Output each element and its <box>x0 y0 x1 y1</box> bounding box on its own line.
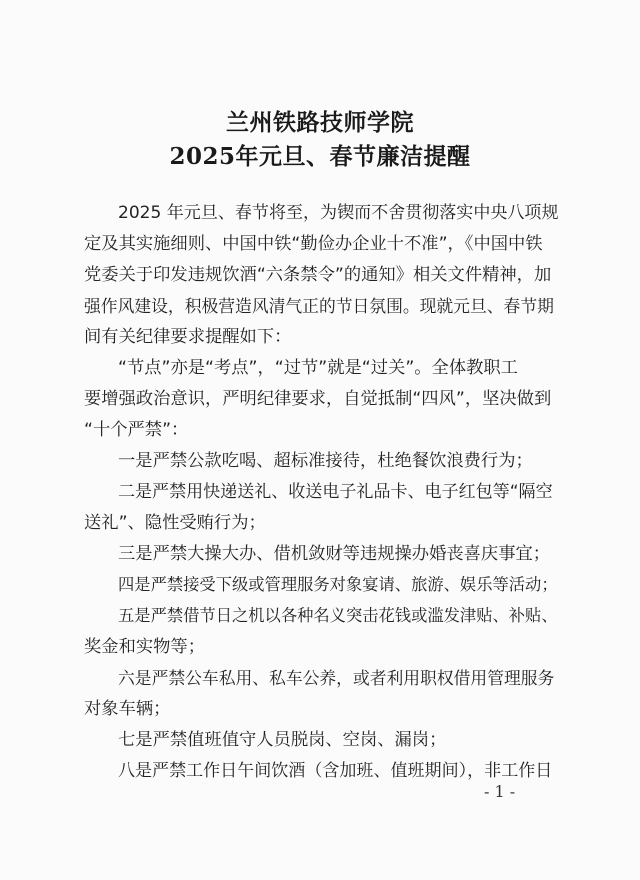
body-line: 送礼”、隐性受贿行为； <box>84 513 266 533</box>
body-line: 要增强政治意识，严明纪律要求，自觉抵制“四风”，坚决做到 <box>84 389 552 409</box>
document-title-line-2: 2025年元旦、春节廉洁提醒 <box>169 143 471 170</box>
body-line: 三是严禁大操大办、借机敛财等违规操办婚丧喜庆事宜； <box>118 544 551 564</box>
body-line: 党委关于印发违规饮酒“六条禁令”的通知》相关文件精神，加 <box>84 265 552 285</box>
body-line: 七是严禁值班值守人员脱岗、空岗、漏岗； <box>118 730 447 750</box>
body-line: 对象车辆； <box>84 699 171 719</box>
body-line: “节点”亦是“考点”，“过节”就是“过关”。全体教职工 <box>118 358 518 378</box>
body-line: 四是严禁接受下级或管理服务对象宴请、旅游、娱乐等活动； <box>118 575 558 594</box>
body-line: 二是严禁用快递送礼、收送电子礼品卡、电子红包等“隔空 <box>118 482 553 502</box>
body-line: 五是严禁借节日之机以各种名义突击花钱或滥发津贴、补贴、 <box>118 606 558 625</box>
body-line: 强作风建设，积极营造风清气正的节日氛围。现就元旦、春节期 <box>84 296 554 316</box>
page-number: - 1 - <box>484 782 516 801</box>
body-line: 间有关纪律要求提醒如下： <box>84 327 292 347</box>
body-line: 一是严禁公款吃喝、超标准接待，杜绝餐饮浪费行为； <box>118 451 533 471</box>
body-line: 八是严禁工作日午间饮酒（含加班、值班期间），非工作日 <box>118 761 553 781</box>
body-line: 奖金和实物等； <box>84 637 205 657</box>
body-line: 定及其实施细则、中国中铁“勤俭办企业十不准”，《中国中铁 <box>84 234 543 254</box>
body-line: “十个严禁”： <box>84 420 189 440</box>
body-line: 2025 年元旦、春节将至，为锲而不舍贯彻落实中央八项规 <box>118 203 559 223</box>
body-line: 六是严禁公车私用、私车公养，或者利用职权借用管理服务 <box>118 668 555 688</box>
document-title-line-1: 兰州铁路技师学院 <box>226 109 414 136</box>
